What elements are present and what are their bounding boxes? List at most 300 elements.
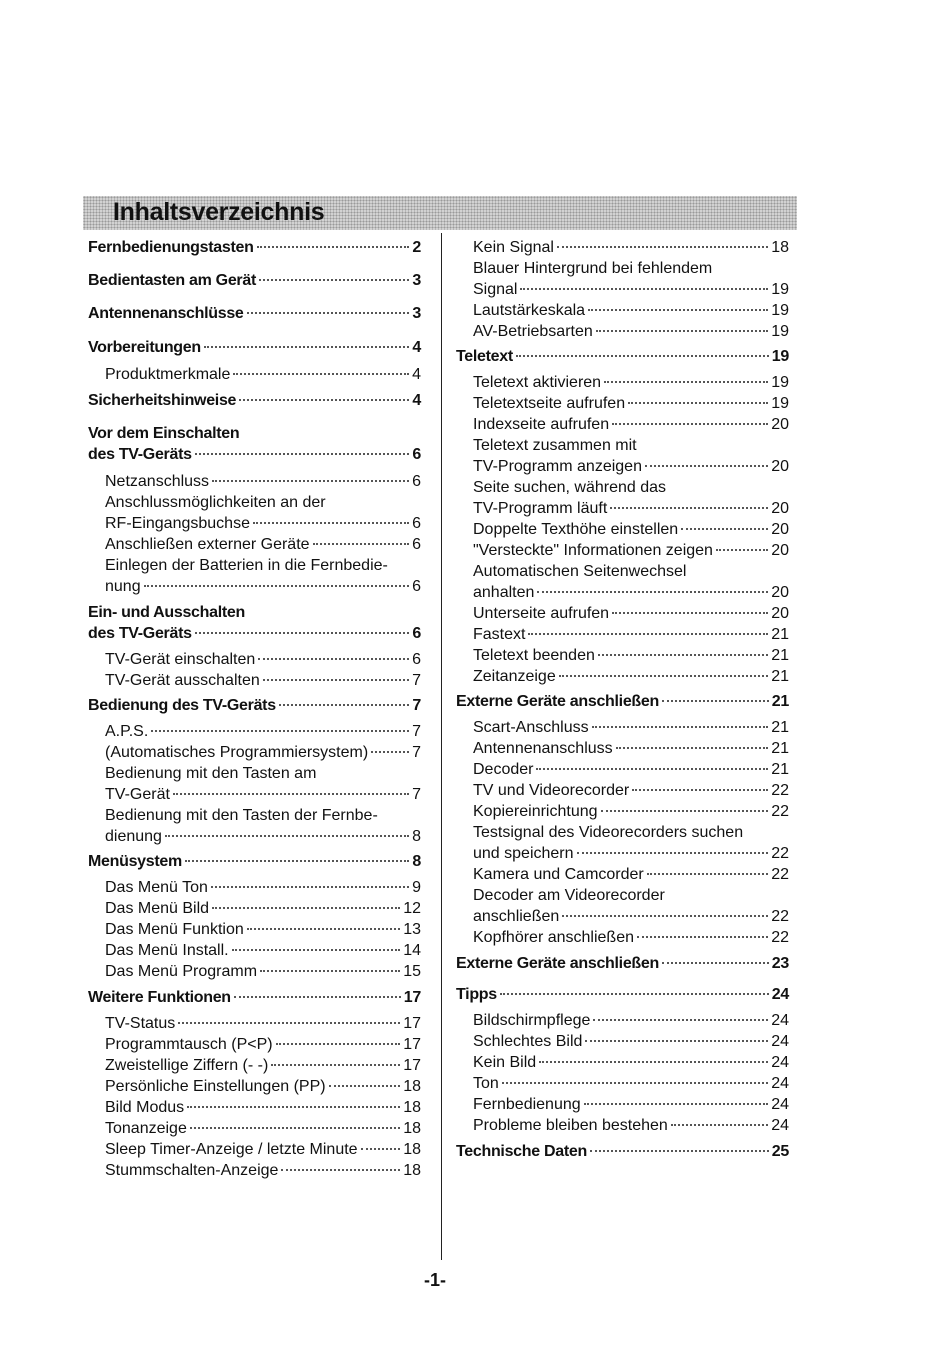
dot-leader	[557, 246, 768, 248]
toc-entry-title: nung	[105, 578, 141, 595]
toc-entry-line	[473, 822, 789, 843]
dot-leader	[598, 654, 768, 656]
toc-entry	[105, 805, 421, 847]
toc-page-number: 24	[771, 1012, 789, 1029]
toc-entry-title: Decoder am Videorecorder	[473, 887, 665, 904]
toc-entry-line	[105, 1076, 421, 1097]
dot-leader	[271, 1064, 400, 1066]
toc-entry	[473, 237, 789, 258]
toc-entry-line	[88, 851, 421, 872]
dot-leader	[195, 453, 410, 455]
toc-entry-title: Fastext	[473, 626, 526, 643]
toc-entry-line	[473, 456, 789, 477]
toc-entry-title: Blauer Hintergrund bei fehlendem	[473, 260, 713, 277]
toc-entry	[473, 645, 789, 666]
toc-page-number: 19	[771, 348, 789, 365]
toc-page-number: 6	[412, 578, 421, 595]
toc-section-heading	[88, 270, 421, 291]
toc-entry-line	[88, 237, 421, 258]
toc-entry	[473, 822, 789, 864]
toc-entry-title: Vorbereitungen	[88, 339, 201, 356]
toc-section-heading	[88, 390, 421, 411]
toc-entry-line	[105, 919, 421, 940]
toc-entry	[473, 477, 789, 519]
toc-entry-line	[456, 691, 789, 712]
dot-leader	[233, 373, 409, 375]
dot-leader	[559, 675, 768, 677]
toc-entry-title: Externe Geräte anschließen	[456, 955, 659, 972]
toc-section-heading	[88, 602, 421, 644]
toc-entry	[473, 561, 789, 603]
toc-entry-line	[105, 805, 421, 826]
toc-entry-line	[473, 738, 789, 759]
dot-leader	[647, 873, 768, 875]
toc-entry-title: TV-Programm anzeigen	[473, 458, 642, 475]
toc-entry-title: Das Menü Ton	[105, 879, 208, 896]
toc-entry	[105, 555, 421, 597]
toc-entry-title: Bildschirmpflege	[473, 1012, 591, 1029]
toc-entry-title: Schlechtes Bild	[473, 1033, 583, 1050]
toc-entry	[473, 258, 789, 300]
toc-section-heading	[456, 346, 789, 367]
toc-entry-title: Zweistellige Ziffern (- -)	[105, 1057, 269, 1074]
toc-entry	[473, 1010, 789, 1031]
toc-entry	[473, 414, 789, 435]
toc-left-column	[88, 237, 421, 1181]
dot-leader	[585, 1040, 768, 1042]
toc-entry-title: Sicherheitshinweise	[88, 392, 237, 409]
toc-entry-line	[473, 498, 789, 519]
toc-entry-line	[473, 258, 789, 279]
toc-section-heading	[88, 987, 421, 1008]
toc-entry-title: Kamera und Camcorder	[473, 866, 644, 883]
toc-entry-title: Decoder	[473, 761, 534, 778]
toc-entry-line	[105, 826, 421, 847]
toc-entry-title: Sleep Timer-Anzeige / letzte Minute	[105, 1141, 358, 1158]
dot-leader	[610, 507, 768, 509]
toc-entry-line	[105, 898, 421, 919]
toc-entry	[473, 864, 789, 885]
dot-leader	[187, 1106, 400, 1108]
toc-page-number: 23	[771, 955, 789, 972]
toc-page-number: 8	[412, 828, 421, 845]
toc-entry-title: Tonanzeige	[105, 1120, 187, 1137]
toc-entry	[473, 780, 789, 801]
page-number: -1-	[424, 1270, 446, 1290]
toc-entry-line	[473, 414, 789, 435]
toc-entry-line	[88, 337, 421, 358]
toc-entry-line	[473, 801, 789, 822]
dot-leader	[592, 726, 769, 728]
toc-entry-line	[105, 877, 421, 898]
toc-entry	[473, 393, 789, 414]
dot-leader	[539, 1061, 768, 1063]
toc-entry	[473, 1094, 789, 1115]
toc-right-column	[456, 237, 789, 1162]
toc-entry-title: Einlegen der Batterien in die Fernbedie-	[105, 557, 388, 574]
toc-page-number: 18	[403, 1120, 421, 1137]
toc-entry-line	[473, 759, 789, 780]
dot-leader	[253, 522, 409, 524]
toc-entry-line	[105, 1034, 421, 1055]
toc-entry-line	[105, 576, 421, 597]
toc-entry	[105, 649, 421, 670]
dot-leader	[637, 936, 768, 938]
toc-entry-line	[105, 742, 421, 763]
toc-entry-title: Teletext	[456, 348, 513, 365]
toc-entry-line	[473, 393, 789, 414]
toc-entry-title: TV-Gerät ausschalten	[105, 672, 260, 689]
toc-page-number: 20	[771, 605, 789, 622]
page-title: Inhaltsverzeichnis	[113, 198, 325, 226]
toc-entry-line	[88, 390, 421, 411]
toc-page-number: 21	[771, 626, 789, 643]
toc-page-number: 21	[771, 647, 789, 664]
toc-entry-line	[105, 555, 421, 576]
toc-entry-line	[105, 513, 421, 534]
toc-entry-line	[105, 784, 421, 805]
toc-entry-line	[105, 1097, 421, 1118]
toc-page-number: 6	[412, 446, 421, 463]
toc-page-number: 22	[771, 929, 789, 946]
toc-section-heading	[456, 1141, 789, 1162]
toc-section-heading	[456, 953, 789, 974]
toc-entry-title: TV-Status	[105, 1015, 176, 1032]
toc-page-number: 4	[412, 366, 421, 383]
toc-page-number: 18	[771, 239, 789, 256]
toc-entry-title: Das Menü Funktion	[105, 921, 244, 938]
toc-entry-line	[88, 270, 421, 291]
toc-entry-title: anschließen	[473, 908, 560, 925]
toc-page-number: 2	[412, 239, 421, 256]
dot-leader	[562, 915, 768, 917]
toc-entry-title: AV-Betriebsarten	[473, 323, 593, 340]
toc-entry-line	[88, 695, 421, 716]
dot-leader	[584, 1103, 769, 1105]
toc-entry-title: Ein- und Ausschalten	[88, 604, 245, 621]
toc-entry-line	[473, 906, 789, 927]
toc-entry-line	[105, 649, 421, 670]
toc-entry	[473, 717, 789, 738]
toc-entry-title: A.P.S.	[105, 723, 149, 740]
toc-entry-title: Teletext aktivieren	[473, 374, 602, 391]
toc-entry-title: TV-Programm läuft	[473, 500, 608, 517]
dot-leader	[671, 1124, 768, 1126]
toc-entry	[105, 1160, 421, 1181]
toc-entry-line	[473, 864, 789, 885]
toc-entry-line	[473, 300, 789, 321]
toc-page-number: 6	[412, 536, 421, 553]
dot-leader	[239, 399, 409, 401]
toc-entry	[473, 540, 789, 561]
toc-entry	[105, 471, 421, 492]
toc-entry-line	[88, 623, 421, 644]
toc-entry-line	[105, 364, 421, 385]
toc-page-number: 21	[771, 761, 789, 778]
toc-entry	[473, 372, 789, 393]
toc-entry-line	[88, 303, 421, 324]
toc-entry-title: Weitere Funktionen	[88, 989, 231, 1006]
toc-entry-line	[456, 984, 789, 1005]
dot-leader	[662, 700, 769, 702]
toc-page-number: 19	[771, 281, 789, 298]
toc-page-number: 4	[412, 339, 421, 356]
toc-entry-line	[473, 1010, 789, 1031]
toc-entry-line	[473, 1031, 789, 1052]
dot-leader	[329, 1085, 401, 1087]
toc-page-number: 22	[771, 845, 789, 862]
toc-entry-line	[473, 717, 789, 738]
toc-entry-title: Fernbedienungstasten	[88, 239, 254, 256]
toc-entry-title: Kopfhörer anschließen	[473, 929, 634, 946]
toc-page-number: 7	[412, 723, 421, 740]
toc-page-number: 21	[771, 693, 789, 710]
toc-entry-line	[456, 953, 789, 974]
toc-page-number: 21	[771, 740, 789, 757]
toc-entry-line	[473, 780, 789, 801]
toc-entry-line	[88, 423, 421, 444]
toc-entry-title: des TV-Geräts	[88, 625, 192, 642]
toc-entry-line	[473, 519, 789, 540]
toc-entry-title: Kein Signal	[473, 239, 554, 256]
toc-entry	[473, 624, 789, 645]
toc-entry-line	[88, 602, 421, 623]
toc-entry-line	[473, 624, 789, 645]
toc-entry-title: Lautstärkeskala	[473, 302, 586, 319]
toc-page-number: 19	[771, 395, 789, 412]
toc-entry-title: Vor dem Einschalten	[88, 425, 240, 442]
toc-entry	[473, 321, 789, 342]
dot-leader	[173, 793, 409, 795]
toc-entry	[473, 759, 789, 780]
toc-entry	[473, 603, 789, 624]
toc-page-number: 8	[412, 853, 421, 870]
toc-entry-line	[473, 477, 789, 498]
dot-leader	[616, 747, 769, 749]
toc-page-number: 6	[412, 515, 421, 532]
toc-entry-line	[473, 1073, 789, 1094]
toc-page-number: 7	[412, 786, 421, 803]
toc-entry-title: Das Menü Programm	[105, 963, 258, 980]
toc-entry-title: Anschlussmöglichkeiten an der	[105, 494, 326, 511]
toc-page-number: 15	[403, 963, 421, 980]
toc-page-number: 3	[412, 272, 421, 289]
toc-entry	[105, 1034, 421, 1055]
dot-leader	[260, 970, 400, 972]
toc-entry-line	[105, 721, 421, 742]
dot-leader	[247, 312, 410, 314]
toc-page-number: 9	[412, 879, 421, 896]
toc-entry-line	[473, 885, 789, 906]
toc-entry	[473, 1052, 789, 1073]
dot-leader	[716, 549, 768, 551]
toc-page-number: 24	[771, 1117, 789, 1134]
toc-entry-title: des TV-Geräts	[88, 446, 192, 463]
toc-page-number: 17	[403, 1057, 421, 1074]
toc-entry-title: Technische Daten	[456, 1143, 587, 1160]
dot-leader	[263, 679, 409, 681]
toc-entry-line	[105, 1118, 421, 1139]
dot-leader	[313, 543, 410, 545]
toc-entry	[473, 1115, 789, 1136]
toc-entry-line	[456, 1141, 789, 1162]
toc-entry-line	[105, 763, 421, 784]
toc-section-heading	[88, 337, 421, 358]
dot-leader	[500, 993, 769, 995]
toc-entry-title: Teletext zusammen mit	[473, 437, 637, 454]
dot-leader	[628, 402, 768, 404]
toc-entry	[473, 435, 789, 477]
toc-entry-title: Testsignal des Videorecorders suchen	[473, 824, 744, 841]
toc-section-heading	[88, 237, 421, 258]
toc-entry-line	[105, 940, 421, 961]
dot-leader	[185, 860, 409, 862]
toc-entry	[473, 927, 789, 948]
toc-page-number: 3	[412, 305, 421, 322]
toc-page-number: 17	[403, 1015, 421, 1032]
toc-entry-title: Bedientasten am Gerät	[88, 272, 256, 289]
toc-entry-line	[105, 1139, 421, 1160]
toc-entry	[105, 1013, 421, 1034]
toc-entry-title: Seite suchen, während das	[473, 479, 667, 496]
dot-leader	[604, 381, 768, 383]
toc-entry-line	[105, 961, 421, 982]
toc-entry-title: Zeitanzeige	[473, 668, 556, 685]
dot-leader	[279, 704, 410, 706]
toc-page-number: 7	[412, 672, 421, 689]
toc-entry-line	[105, 1013, 421, 1034]
toc-entry-line	[105, 492, 421, 513]
dot-leader	[190, 1127, 400, 1129]
toc-entry-line	[473, 1115, 789, 1136]
dot-leader	[516, 355, 769, 357]
toc-page-number: 24	[771, 986, 789, 1003]
toc-entry-line	[473, 540, 789, 561]
toc-entry-title: Scart-Anschluss	[473, 719, 589, 736]
title-bar	[83, 196, 797, 230]
dot-leader	[212, 480, 409, 482]
dot-leader	[577, 852, 769, 854]
toc-entry	[473, 738, 789, 759]
toc-entry-title: Unterseite aufrufen	[473, 605, 610, 622]
toc-entry	[105, 742, 421, 763]
toc-entry-title: Das Menü Bild	[105, 900, 210, 917]
toc-entry	[473, 519, 789, 540]
toc-entry	[105, 1076, 421, 1097]
toc-page-number: 20	[771, 458, 789, 475]
toc-entry	[105, 763, 421, 805]
toc-page-number: 18	[403, 1141, 421, 1158]
dot-leader	[259, 279, 409, 281]
dot-leader	[361, 1148, 401, 1150]
dot-leader	[593, 1019, 768, 1021]
toc-entry-line	[473, 927, 789, 948]
toc-entry-line	[473, 435, 789, 456]
toc-entry-title: Bedienung des TV-Geräts	[88, 697, 276, 714]
dot-leader	[211, 886, 409, 888]
toc-page-number: 14	[403, 942, 421, 959]
toc-entry-title: Bedienung mit den Tasten am	[105, 765, 317, 782]
toc-page-number: 20	[771, 521, 789, 538]
dot-leader	[232, 949, 401, 951]
toc-entry-line	[456, 346, 789, 367]
toc-page-number: 19	[771, 302, 789, 319]
toc-entry-title: (Automatisches Programmiersystem)	[105, 744, 369, 761]
toc-entry-line	[105, 1055, 421, 1076]
toc-entry-title: Teletext beenden	[473, 647, 595, 664]
toc-entry-title: Das Menü Install.	[105, 942, 229, 959]
toc-page-number: 21	[771, 719, 789, 736]
toc-entry-title: RF-Eingangsbuchse	[105, 515, 250, 532]
toc-entry-title: Signal	[473, 281, 518, 298]
toc-entry-line	[473, 237, 789, 258]
toc-entry	[105, 919, 421, 940]
toc-page-number: 24	[771, 1033, 789, 1050]
toc-entry	[105, 877, 421, 898]
dot-leader	[247, 928, 400, 930]
toc-entry-title: dienung	[105, 828, 162, 845]
dot-leader	[537, 591, 768, 593]
toc-entry-line	[88, 987, 421, 1008]
toc-section-heading	[456, 691, 789, 712]
dot-leader	[528, 633, 768, 635]
toc-page-number: 22	[771, 782, 789, 799]
toc-entry-line	[473, 843, 789, 864]
toc-page-number: 18	[403, 1078, 421, 1095]
toc-page-number: 19	[771, 323, 789, 340]
toc-entry	[105, 1097, 421, 1118]
toc-entry-title: Antennenanschlüsse	[88, 305, 244, 322]
toc-entry-title: Kopiereinrichtung	[473, 803, 598, 820]
toc-entry	[105, 940, 421, 961]
toc-section-heading	[88, 695, 421, 716]
toc-entry-line	[473, 582, 789, 603]
toc-entry	[105, 961, 421, 982]
toc-entry-title: Kein Bild	[473, 1054, 537, 1071]
toc-entry-title: Netzanschluss	[105, 473, 210, 490]
toc-page-number: 22	[771, 866, 789, 883]
toc-page-number: 20	[771, 416, 789, 433]
dot-leader	[612, 612, 768, 614]
dot-leader	[371, 751, 409, 753]
toc-entry-title: Ton	[473, 1075, 499, 1092]
toc-entry	[105, 898, 421, 919]
dot-leader	[165, 835, 409, 837]
toc-page-number: 17	[403, 989, 421, 1006]
toc-entry-title: Probleme bleiben bestehen	[473, 1117, 668, 1134]
toc-section-heading	[88, 423, 421, 465]
toc-page-number: 24	[771, 1054, 789, 1071]
toc-section-heading	[88, 851, 421, 872]
toc-entry-line	[105, 471, 421, 492]
toc-section-heading	[456, 984, 789, 1005]
toc-entry	[473, 1073, 789, 1094]
dot-leader	[502, 1082, 768, 1084]
toc-page-number: 6	[412, 473, 421, 490]
toc-entry-title: Stummschalten-Anzeige	[105, 1162, 279, 1179]
toc-entry-title: Antennenanschluss	[473, 740, 613, 757]
dot-leader	[195, 632, 410, 634]
dot-leader	[281, 1169, 400, 1171]
toc-entry-line	[473, 645, 789, 666]
toc-page-number: 20	[771, 584, 789, 601]
toc-entry	[105, 670, 421, 691]
toc-page-number: 20	[771, 500, 789, 517]
toc-entry-title: Automatischen Seitenwechsel	[473, 563, 687, 580]
toc-entry	[473, 1031, 789, 1052]
toc-entry-line	[473, 666, 789, 687]
toc-entry-line	[473, 1052, 789, 1073]
